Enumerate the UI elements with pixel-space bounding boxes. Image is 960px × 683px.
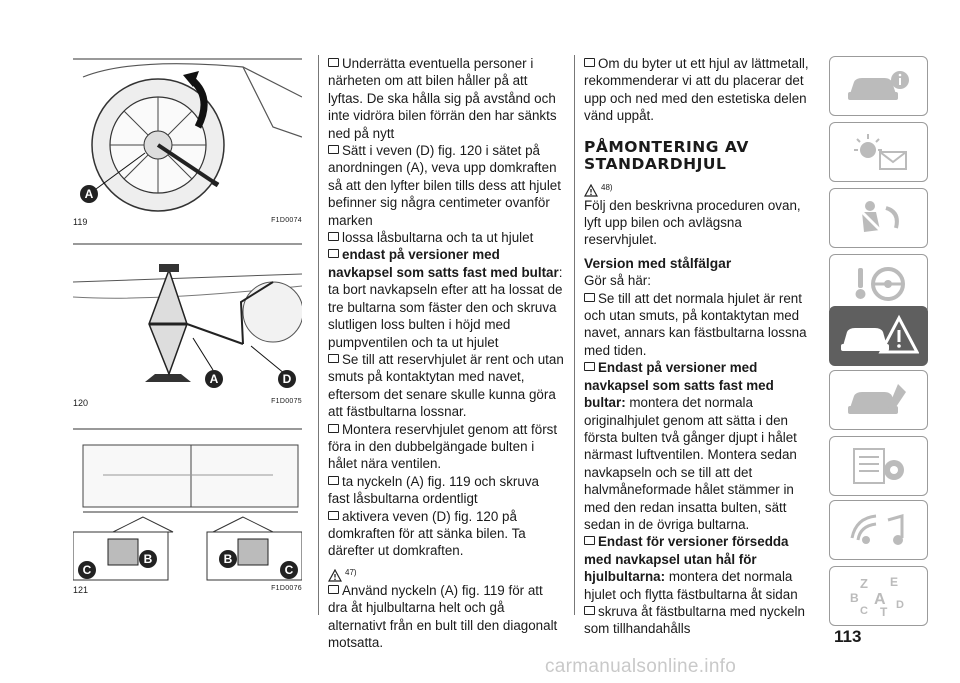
- figure-121: [73, 427, 302, 602]
- list-item: Se till att det normala hjulet är rent och utan smuts, på kontaktytan med navet, annars kan fästbultarna lossna med tiden.: [584, 290, 807, 358]
- sidebar-tab-dashboard-lights[interactable]: [829, 122, 928, 182]
- section-title: PÅMONTERING AV STANDARDHJUL: [584, 137, 749, 173]
- list-item: Underrätta eventuella personer i närheten om att bilen håller på att lyftas. De ska hålla sig på avstånd och inte vidröra bilen förrän den har sänkts ned på nytt: [328, 56, 557, 141]
- list-item: Använd nyckeln (A) fig. 119 för att dra åt hjulbultarna helt och gå alternativt från en bult till den diagonalt motsatta.: [328, 582, 558, 650]
- checkbox-bullet-icon: [584, 58, 595, 67]
- svg-text:E: E: [889, 575, 898, 589]
- text-column-2: [584, 55, 816, 638]
- list-item: lossa låsbultarna och ta ut hjulet: [328, 229, 564, 246]
- svg-text:Z: Z: [859, 576, 868, 591]
- svg-text:B: B: [849, 591, 859, 605]
- checkbox-bullet-icon: [328, 232, 339, 241]
- list-item: Endast för versioner försedda med navkapsel utan hål för hjulbultarna: montera det normala hjulet och flytta fästbultarna åt sidan: [584, 534, 798, 602]
- checkbox-bullet-icon: [328, 145, 339, 154]
- checkbox-bullet-icon: [584, 293, 595, 302]
- text-column-1: [328, 55, 564, 651]
- car-info-icon: [846, 66, 912, 106]
- figure-120: [73, 242, 302, 412]
- watermark: carmanualsonline.info: [545, 656, 737, 677]
- svg-text:A: A: [873, 591, 886, 608]
- list-item: Om du byter ut ett hjul av lättmetall, rekommenderar vi att du placerar det upp och ned med den estetiska delen vänd uppåt.: [584, 56, 809, 124]
- svg-text:B: B: [143, 552, 153, 566]
- checkbox-bullet-icon: [328, 585, 339, 594]
- svg-text:D: D: [282, 372, 292, 386]
- emergency-icon: [839, 314, 919, 358]
- list-item: skruva åt fästbultarna med nyckeln som tillhandahålls: [584, 603, 805, 637]
- checkbox-bullet-icon: [328, 58, 339, 67]
- svg-text:C: C: [82, 563, 92, 577]
- sidebar-tab-technical-data[interactable]: [829, 436, 928, 496]
- checkbox-bullet-icon: [328, 476, 339, 485]
- figure-number: 121: [73, 585, 89, 595]
- list-item: endast på versioner med navkapsel som satts fast med bultar: ta bort navkapseln efter att ha lossat de tre bultarna som fäster den och skruva slutligen loss bulten i höjd med pumpventilen och ta ut hjulet: [328, 247, 563, 350]
- figure-119: [73, 57, 302, 237]
- jack-illustration: [73, 242, 302, 394]
- sidebar-tab-multimedia[interactable]: [829, 500, 928, 560]
- multimedia-icon: [846, 510, 912, 550]
- page-number: 113: [834, 627, 862, 646]
- list-item: Montera reservhjulet genom att först föra in den dubbelgängade bulten i hålet nära ventilen.: [328, 421, 558, 472]
- figure-caption: [73, 217, 302, 227]
- svg-text:A: A: [84, 187, 94, 201]
- figure-number: 120: [73, 398, 89, 408]
- checkbox-bullet-icon: [328, 354, 339, 363]
- column-divider: [318, 55, 319, 615]
- checkbox-bullet-icon: [328, 249, 339, 258]
- warning-reference[interactable]: 48): [584, 175, 816, 197]
- starting-driving-icon: [846, 264, 912, 304]
- list-item: aktivera veven (D) fig. 120 på domkraften för att sänka bilen. Ta därefter ut domkraften.: [328, 508, 526, 559]
- list-item: Se till att reservhjulet är rent och utan smuts på kontaktytan med navet, eftersom det senare skulle kunna göra att fästbultarna lossnar.: [328, 351, 564, 420]
- maintenance-icon: [846, 380, 912, 420]
- warning-triangle-icon: [584, 184, 598, 197]
- svg-text:T: T: [879, 605, 887, 618]
- checkbox-bullet-icon: [584, 362, 595, 371]
- list-item: ta nyckeln (A) fig. 119 och skruva fast låsbultarna ordentligt: [328, 473, 539, 507]
- figure-code: F1D0075: [271, 398, 302, 405]
- dashboard-lights-icon: [846, 132, 912, 172]
- checkbox-bullet-icon: [584, 536, 595, 545]
- warning-reference[interactable]: 47): [328, 560, 564, 582]
- figure-number: 119: [73, 217, 88, 227]
- sidebar-tab-safety[interactable]: [829, 188, 928, 248]
- figure-code: F1D0076: [271, 585, 302, 592]
- column-divider: [574, 55, 575, 615]
- svg-text:A: A: [209, 372, 219, 386]
- checkbox-bullet-icon: [328, 424, 339, 433]
- svg-text:C: C: [284, 563, 294, 577]
- checkbox-bullet-icon: [328, 511, 339, 520]
- sidebar-tab-starting-driving[interactable]: [829, 254, 928, 314]
- jack-points-illustration: [73, 427, 302, 582]
- list-item: Sätt i veven (D) fig. 120 i sätet på anordningen (A), veva upp domkraften så att den lyfter bilen tills dess att hjulet befinner sig några centimeter ovanför marken: [328, 143, 561, 228]
- wheel-wrench-illustration: [73, 57, 302, 215]
- safety-airbag-icon: [846, 198, 912, 238]
- svg-text:D: D: [895, 599, 904, 611]
- list-item: Endast på versioner med navkapsel som satts fast med bultar: montera det normala originalhjulet genom att sätta i den första bulten två gånger djupt i hålet närmast luftventilen. Montera sedan navkapseln och se till att det halvmåneformade hålet stämmer in med den redan insatta bulten, sätt sedan in de övriga bultarna.: [584, 360, 797, 532]
- figure-caption: [73, 585, 302, 595]
- sidebar-tab-maintenance[interactable]: [829, 370, 928, 430]
- technical-data-icon: [846, 446, 912, 486]
- paragraph: Följ den beskrivna proceduren ovan, lyft upp bilen och avlägsna reservhjulet.: [584, 197, 801, 248]
- figure-code: F1D0074: [271, 217, 302, 224]
- sidebar-tab-index[interactable]: [829, 566, 928, 626]
- paragraph: Gör så här:: [584, 273, 651, 289]
- checkbox-bullet-icon: [584, 606, 595, 615]
- svg-text:C: C: [859, 605, 868, 617]
- sidebar-tab-car-info[interactable]: [829, 56, 928, 116]
- warning-triangle-icon: [328, 569, 342, 582]
- sidebar-tab-emergency[interactable]: [829, 306, 928, 366]
- subsection-title: Version med stålfälgar: [584, 255, 732, 271]
- svg-text:B: B: [223, 552, 233, 566]
- index-icon: [846, 574, 912, 618]
- figure-caption: [73, 398, 302, 408]
